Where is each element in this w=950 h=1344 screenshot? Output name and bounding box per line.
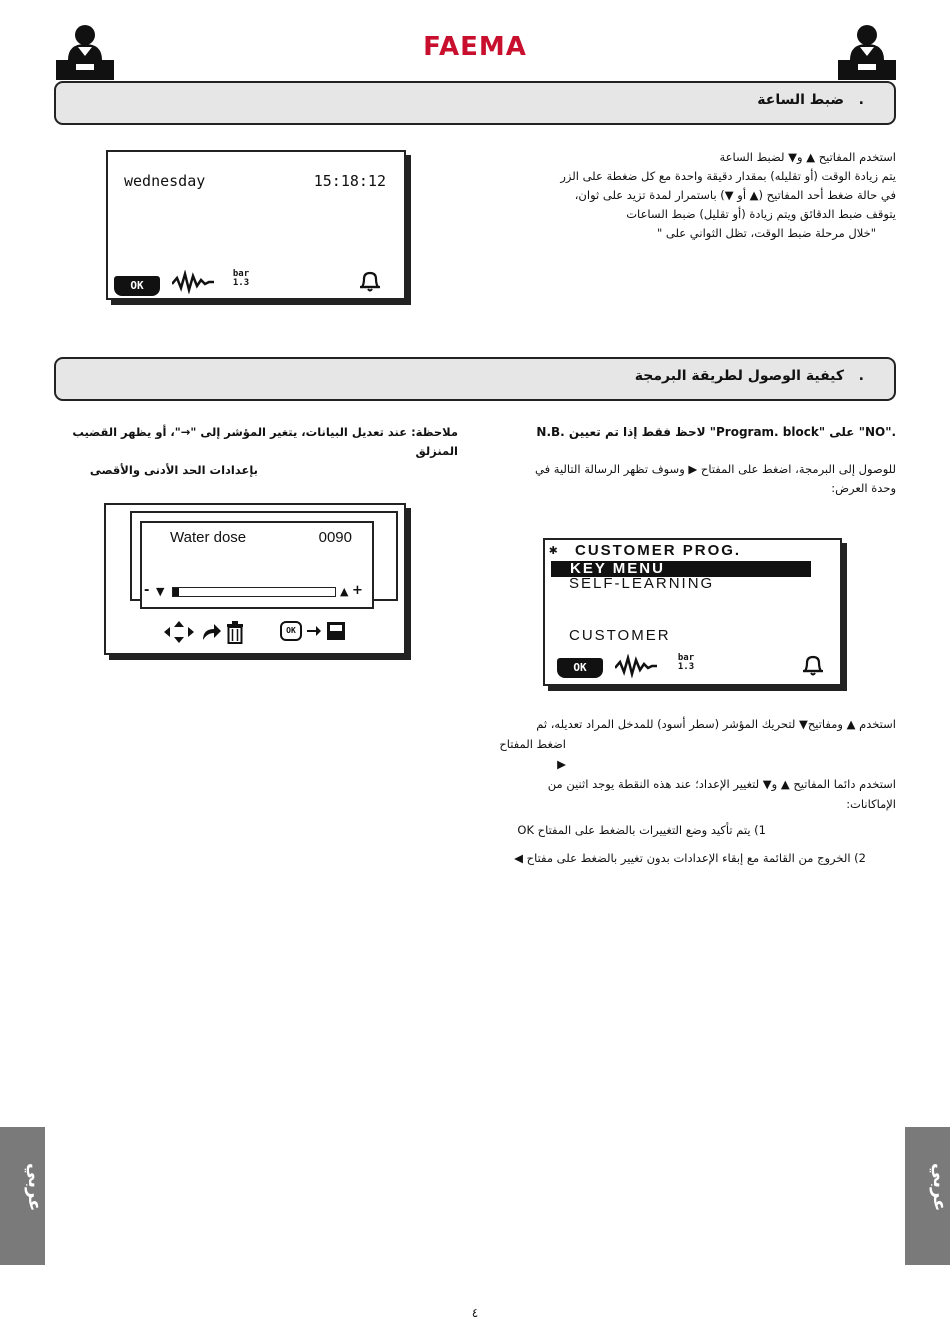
slider-track: [172, 587, 336, 597]
water-dose-display: [104, 503, 406, 655]
faema-logo: FAEMA: [423, 32, 527, 62]
ok-icon: OK: [557, 658, 603, 678]
down-arrow-icon: ▼: [156, 585, 165, 598]
day-label: wednesday: [124, 172, 206, 190]
ok-key-icon: OK: [280, 621, 302, 641]
text-line: ملاحظة: عند تعديل البيانات، يتغير المؤشر إلى "→"، أو يظهر القضيب المنزلق: [72, 425, 458, 458]
up-arrow-icon: ▲: [340, 585, 349, 598]
section-title: ضبط الساعة: [757, 92, 844, 108]
pressure-value: 1.3: [232, 278, 250, 288]
steam-wave-icon: [172, 270, 214, 294]
language-label: عربي: [24, 1163, 45, 1212]
cursor-note: [54, 423, 458, 480]
language-tab-right: [905, 1127, 950, 1265]
trash-icon: [224, 619, 246, 645]
pressure-unit: bar: [232, 269, 250, 279]
forward-arrow-icon: [200, 621, 222, 643]
option-confirm: 1) يتم تأكيد وضع التغييرات بالضغط على المفتاح OK: [517, 823, 766, 837]
clock-instructions: [488, 148, 896, 243]
page-number: ٤: [471, 1306, 479, 1320]
setting-value: 0090: [318, 529, 352, 546]
section-header-clock: [54, 81, 896, 125]
arrow-right-icon: [306, 623, 322, 639]
waiter-logo-right: [836, 22, 898, 80]
customer-prog-display: [543, 538, 842, 686]
text-line: استخدم المفاتيح ▲ و▼ لضبط الساعة: [719, 150, 896, 164]
text-line: الإماكانات:: [846, 797, 896, 811]
menu-title: CUSTOMER PROG.: [575, 542, 742, 559]
section-header-programming: [54, 357, 896, 401]
menu-item-customer: CUSTOMER: [569, 627, 671, 644]
section-title: كيفية الوصول لطريقة البرمجة: [634, 368, 844, 384]
navigation-arrows-icon: [162, 619, 196, 645]
text-line: استخدم دائما المفاتيح ▲ و▼ لتغيير الإعداد؛ عند هذه النقطة يوجد اثنين من: [547, 777, 896, 791]
ok-icon: OK: [114, 276, 160, 296]
time-label: 15:18:12: [313, 172, 386, 190]
language-tab-left: [0, 1127, 45, 1265]
steam-wave-icon: [615, 654, 657, 678]
pressure-icon: [228, 270, 254, 288]
setting-label: Water dose: [170, 529, 247, 546]
text-line: يتوقف ضبط الدقائق ويتم زيادة (أو تقليل) ضبط الساعات: [626, 207, 896, 221]
text-line: في حالة ضغط أحد المفاتيح (▲ أو ▼) باستمرار لمدة تزيد على ثوان،: [574, 188, 896, 202]
text-line: اضغط المفتاح ▶: [499, 737, 566, 771]
nb-note: N.B. لاحظ فقط إذا تم تعيين "Program. block" على "NO".: [536, 425, 896, 439]
pressure-unit: bar: [677, 653, 695, 663]
section-number: .: [858, 92, 864, 108]
option-exit: 2) الخروج من القائمة مع إبقاء الإعدادات بدون تغيير بالضغط على مفتاح ◀: [514, 851, 866, 865]
star-icon: ✱: [549, 542, 558, 558]
menu-item-self-learning: SELF-LEARNING: [569, 575, 715, 592]
slider-fill: [173, 588, 179, 596]
text-line: يتم زيادة الوقت (أو تقليله) بمقدار دقيقة واحدة مع كل ضغطة على الزر: [560, 169, 896, 183]
text-line: استخدم ▲ ومفاتيح▼ لتحريك المؤشر (سطر أسود) للمدخل المراد تعديله، ثم: [536, 717, 896, 731]
language-label: عربي: [929, 1163, 950, 1212]
clock-display: [106, 150, 406, 300]
text-line: "خلال مرحلة ضبط الوقت، تظل الثواني على ": [656, 226, 876, 240]
programming-intro: [488, 460, 896, 498]
bell-icon: [801, 654, 825, 676]
programming-instructions: [488, 714, 896, 868]
save-icon: [326, 621, 346, 641]
text-line: للوصول إلى البرمجة، اضغط على المفتاح ▶ وسوف تظهر الرسالة التالية في: [535, 462, 896, 476]
text-line: بإعدادات الحد الأدنى والأقصى: [89, 463, 258, 477]
text-line: وحدة العرض:: [831, 481, 896, 495]
menu-item-key-menu: KEY MENU: [570, 560, 665, 577]
pressure-icon: [673, 654, 699, 672]
section-number: .: [858, 368, 864, 384]
minus-sign: -: [144, 583, 150, 598]
plus-sign: +: [352, 583, 363, 598]
pressure-value: 1.3: [677, 662, 695, 672]
bell-icon: [358, 270, 382, 292]
